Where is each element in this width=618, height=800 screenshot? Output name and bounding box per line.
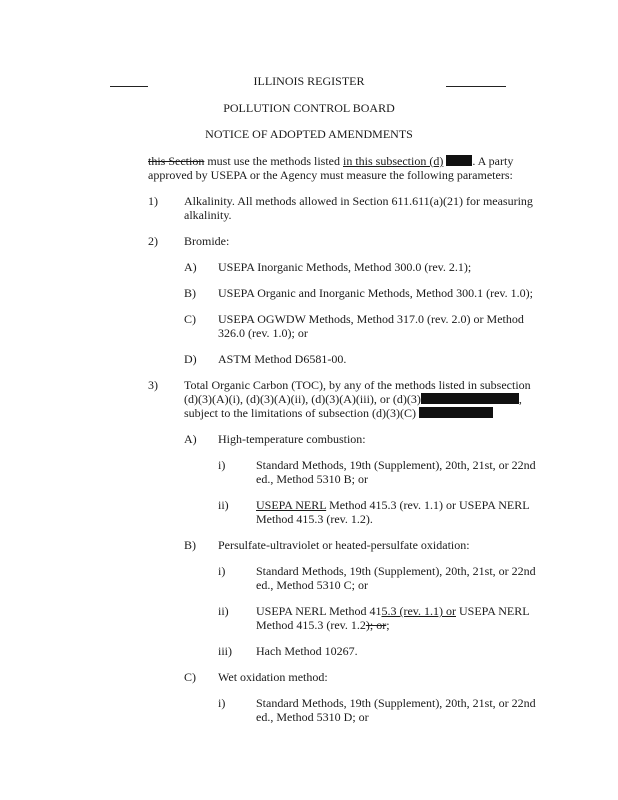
item-3c-i-line-2: ed., Method 5310 D; or — [256, 710, 369, 724]
item-3a-i-line-1: Standard Methods, 19th (Supplement), 20th, 21st, or 22nd — [256, 458, 536, 472]
item-2c-number: C) — [184, 312, 196, 326]
item-3a-i-number: i) — [218, 458, 226, 472]
item-3b-label: Persulfate-ultraviolet or heated-persulfate oxidation: — [218, 538, 470, 552]
item-3a-ii-line-2: Method 415.3 (rev. 1.2). — [256, 512, 373, 526]
item-3b-ii-struck: ); or — [365, 618, 387, 632]
item-1-line-2: alkalinity. — [184, 208, 232, 222]
item-3-line-1: Total Organic Carbon (TOC), by any of the methods listed in subsection — [184, 378, 531, 392]
item-3a-ii-number: ii) — [218, 498, 229, 512]
item-2a-number: A) — [184, 260, 197, 274]
item-2-label: Bromide: — [184, 234, 230, 248]
intro-struck-text: this Section — [148, 154, 205, 168]
item-3b-ii-text-a: USEPA NERL Method 41 — [256, 604, 382, 618]
intro-text-a: must use the methods listed — [204, 154, 343, 168]
item-3b-ii-number: ii) — [218, 604, 229, 618]
redaction-mark — [421, 393, 519, 404]
item-3c-label: Wet oxidation method: — [218, 670, 328, 684]
item-3a-i-line-2: ed., Method 5310 B; or — [256, 472, 368, 486]
item-3-line-2 — [184, 392, 522, 407]
item-3b-i-line-1: Standard Methods, 19th (Supplement), 20th, 21st, or 22nd — [256, 564, 536, 578]
item-3-line-3 — [184, 406, 493, 421]
item-2b-number: B) — [184, 286, 196, 300]
item-3-line-3-text: subject to the limitations of subsection (d)(3)(C) — [184, 406, 416, 420]
intro-line-2: approved by USEPA or the Agency must measure the following parameters: — [148, 168, 513, 182]
item-2-number: 2) — [148, 234, 158, 248]
redaction-mark — [419, 407, 493, 418]
register-title: ILLINOIS REGISTER — [253, 74, 365, 88]
intro-text-b: . A party — [472, 154, 514, 168]
item-3b-ii-line-1 — [256, 604, 530, 619]
item-3c-i-number: i) — [218, 696, 226, 710]
item-3b-number: B) — [184, 538, 196, 552]
item-3-line-2-text: (d)(3)(A)(i), (d)(3)(A)(ii), (d)(3)(A)(iii), or (d)(3) — [184, 392, 421, 406]
item-3b-ii-text-b: USEPA NERL — [456, 604, 530, 618]
item-2d-number: D) — [184, 352, 197, 366]
item-3b-i-number: i) — [218, 564, 226, 578]
item-3a-ii-text: Method 415.3 (rev. 1.1) or USEPA NERL — [326, 498, 530, 512]
intro-underlined-text: in this subsection (d) — [343, 154, 444, 168]
item-3b-iii-text: Hach Method 10267. — [256, 644, 358, 658]
item-2c-line-1: USEPA OGWDW Methods, Method 317.0 (rev. 2.0) or Method — [218, 312, 524, 326]
item-3a-label: High-temperature combustion: — [218, 432, 366, 446]
item-2d-text: ASTM Method D6581-00. — [218, 352, 347, 366]
item-3b-ii-line-2 — [256, 618, 390, 633]
item-2a-text: USEPA Inorganic Methods, Method 300.0 (rev. 2.1); — [218, 260, 472, 274]
board-title: POLLUTION CONTROL BOARD — [223, 101, 395, 115]
item-3a-ii-underlined: USEPA NERL — [256, 498, 327, 512]
item-1-number: 1) — [148, 194, 158, 208]
item-3-number: 3) — [148, 378, 158, 392]
item-3a-ii-line-1 — [256, 498, 530, 513]
item-3b-ii-line-2-a: Method 415.3 (rev. 1.2 — [256, 618, 366, 632]
intro-line-1 — [148, 154, 513, 169]
item-3c-i-line-1: Standard Methods, 19th (Supplement), 20th, 21st, or 22nd — [256, 696, 536, 710]
item-3b-iii-number: iii) — [218, 644, 232, 658]
item-3b-i-line-2: ed., Method 5310 C; or — [256, 578, 368, 592]
item-3b-ii-line-2-b: ; — [386, 618, 390, 632]
item-2c-line-2: 326.0 (rev. 1.0); or — [218, 326, 308, 340]
item-3b-ii-underlined: 5.3 (rev. 1.1) or — [381, 604, 456, 618]
item-1-line-1: Alkalinity. All methods allowed in Section 611.611(a)(21) for measuring — [184, 194, 533, 208]
redaction-mark — [446, 155, 472, 166]
item-3c-number: C) — [184, 670, 196, 684]
item-3a-number: A) — [184, 432, 197, 446]
item-2b-text: USEPA Organic and Inorganic Methods, Method 300.1 (rev. 1.0); — [218, 286, 533, 300]
item-3-line-2-end: , — [518, 392, 522, 406]
notice-title: NOTICE OF ADOPTED AMENDMENTS — [205, 127, 413, 141]
